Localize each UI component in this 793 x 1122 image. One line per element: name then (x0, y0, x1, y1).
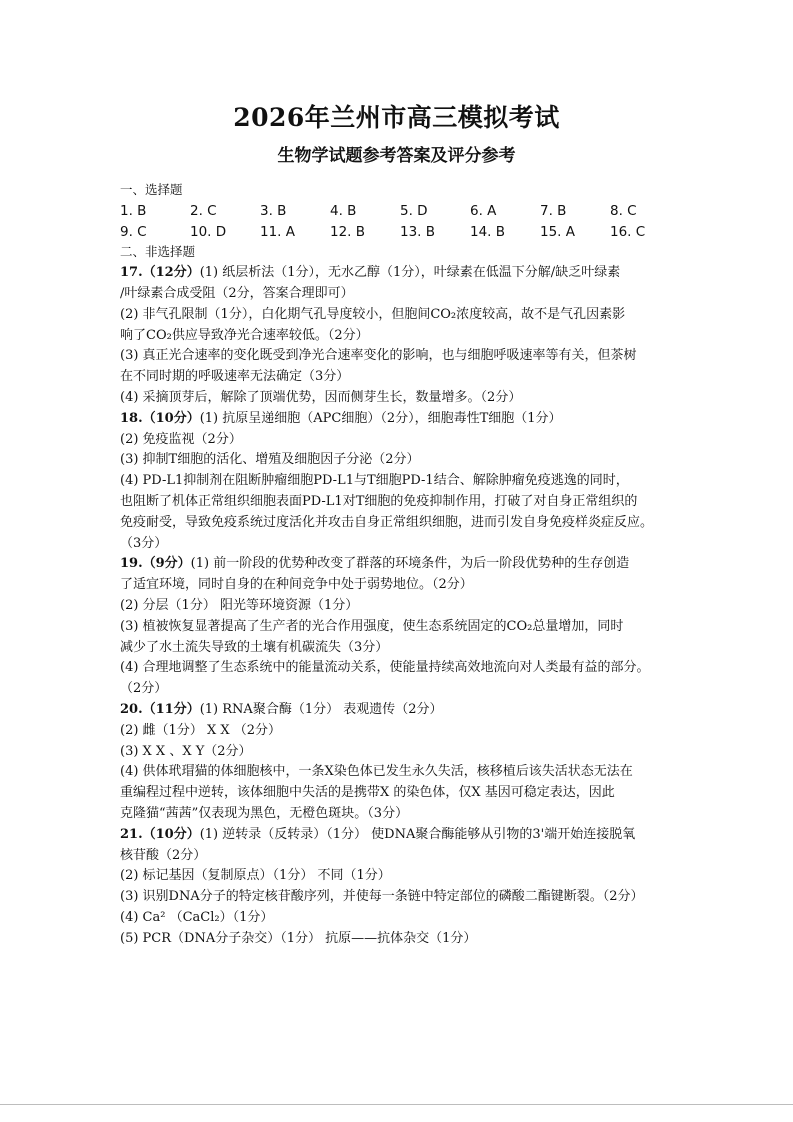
choice-answer: 12. B (330, 223, 366, 240)
q18-line: (3) 抑制T细胞的活化、增殖及细胞因子分泌（2分） (120, 452, 420, 468)
q21-line: 核苷酸（2分） (120, 847, 207, 863)
choice-answer: 3. B (260, 202, 287, 219)
q20-line (120, 700, 690, 721)
q21-line: (4) Ca² （CaCl₂）（1分） (120, 909, 274, 925)
choice-answer: 8. C (610, 202, 637, 219)
q18-line: (2) 免疫监视（2分） (120, 431, 242, 447)
choice-answer-row (120, 201, 690, 222)
q17-text: (1) 纸层析法（1分），无水乙醇（1分），叶绿素在低温下分解/缺乏叶绿素 (199, 265, 621, 281)
choice-answer: 10. D (190, 223, 227, 240)
q19-line: (3) 植被恢复显著提高了生产者的光合作用强度，使生态系统固定的CO₂总量增加，同时 (120, 618, 624, 634)
q18-line: (4) PD-L1抑制剂在阻断肿瘤细胞PD-L1与T细胞PD-1结合、解除肿瘤免疫逃逸的同时， (120, 473, 629, 489)
q18-text: (1) 抗原呈递细胞（APC细胞）（2分），细胞毒性T细胞（1分） (199, 410, 562, 426)
q21-line: (5) PCR（DNA分子杂交）（1分） 抗原——抗体杂交（1分） (120, 930, 477, 946)
q18-heading: 18.（10分） (120, 410, 200, 426)
choice-answer: 1. B (120, 202, 147, 219)
choice-answer: 7. B (540, 202, 567, 219)
choice-answer: 11. A (260, 223, 295, 240)
q18-line: 也阻断了机体正常组织细胞表面PD-L1对T细胞的免疫抑制作用，打破了对自身正常组织的 (120, 493, 638, 509)
q18-line (120, 409, 690, 430)
q20-heading: 20.（11分） (120, 701, 200, 717)
q19-line: (2) 分层（1分） 阳光等环境资源（1分） (120, 597, 359, 613)
q17-line (120, 263, 690, 284)
q21-line: (3) 识别DNA分子的特定核苷酸序列，并使每一条链中特定部位的磷酸二酯键断裂。（2分） (120, 889, 644, 905)
choice-answer: 16. C (610, 223, 646, 240)
q19-line: 了适宜环境，同时自身的在种间竞争中处于弱势地位。（2分） (120, 577, 473, 593)
choice-answer: 4. B (330, 202, 357, 219)
answer-body (120, 180, 690, 949)
q17-line: /叶绿素合成受阻（2分，答案合理即可） (120, 285, 354, 301)
q19-line: 减少了水土流失导致的土壤有机碳流失（3分） (120, 639, 389, 655)
q17-line: (2) 非气孔限制（1分），白化期气孔导度较小，但胞间CO₂浓度较高，故不是气孔因素影 (120, 306, 626, 322)
q19-heading: 19.（9分） (120, 556, 191, 572)
q18-line: （3分） (120, 535, 168, 551)
q19-line: (4) 合理地调整了生态系统中的能量流动关系，使能量持续高效地流向对人类最有益的部分。 (120, 660, 650, 676)
q21-heading: 21.（10分） (120, 826, 200, 842)
q20-line: (2) 雌（1分） X X （2分） (120, 722, 281, 738)
page-subtitle: 生物学试题参考答案及评分参考 (277, 146, 516, 166)
q20-line: 克隆猫“茜茜”仅表现为黑色，无橙色斑块。（3分） (120, 805, 409, 821)
q17-line: 响了CO₂供应导致净光合速率较低。（2分） (120, 327, 369, 343)
choice-answer-row (120, 222, 690, 243)
q17-heading: 17.（12分） (120, 265, 200, 281)
q21-line (120, 825, 690, 846)
q17-line: 在不同时期的呼吸速率无法确定（3分） (120, 369, 350, 385)
q19-text: (1) 前一阶段的优势种改变了群落的环境条件，为后一阶段优势种的生存创造 (190, 556, 630, 572)
choice-answer: 14. B (470, 223, 506, 240)
choice-answer: 6. A (470, 202, 497, 219)
choice-answer: 15. A (540, 223, 575, 240)
q19-line (120, 554, 690, 575)
choice-answer: 9. C (120, 223, 147, 240)
q17-line: (3) 真正光合速率的变化既受到净光合速率变化的影响，也与细胞呼吸速率等有关，但茶树 (120, 348, 637, 364)
section-heading-nonchoice: 二、非选择题 (120, 244, 196, 260)
q21-line: (2) 标记基因（复制原点）（1分） 不同（1分） (120, 868, 391, 884)
choice-answer: 5. D (400, 202, 428, 219)
q18-line: 免疫耐受，导致免疫系统过度活化并攻击自身正常组织细胞，进而引发自身免疫样炎症反应。 (120, 514, 654, 530)
q20-text: (1) RNA聚合酶（1分） 表观遗传（2分） (199, 701, 443, 717)
choice-answer: 13. B (400, 223, 436, 240)
page-title: 2026年兰州市高三模拟考试 (233, 103, 560, 132)
q20-line: (4) 供体玳瑁猫的体细胞核中，一条X染色体已发生永久失活，核移植后该失活状态无法在 (120, 764, 633, 780)
q20-line: (3) X X 、X Y（2分） (120, 743, 252, 759)
choice-answer: 2. C (190, 202, 217, 219)
q17-line: (4) 采摘顶芽后，解除了顶端优势，因而侧芽生长，数量增多。（2分） (120, 389, 522, 405)
section-heading-choice: 一、选择题 (120, 182, 183, 197)
q21-text: (1) 逆转录（反转录）（1分） 使DNA聚合酶能够从引物的3'端开始连接脱氧 (199, 826, 636, 842)
q19-line: （2分） (120, 681, 168, 697)
bottom-divider (0, 1104, 793, 1105)
q20-line: 重编程过程中逆转，该体细胞中失活的是携带X 的染色体，仅X 基因可稳定表达，因此 (120, 785, 615, 801)
